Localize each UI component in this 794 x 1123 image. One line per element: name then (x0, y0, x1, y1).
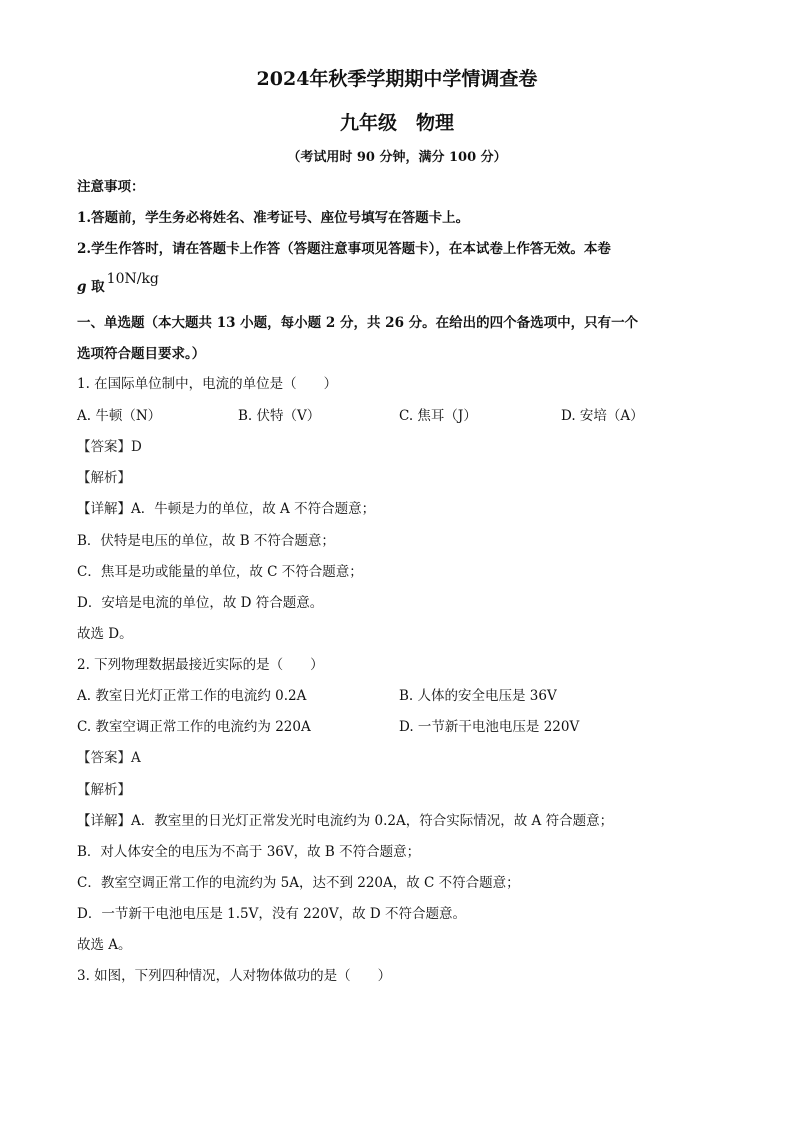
q2-answer: 【答案】A (77, 750, 141, 766)
q2-detail-a: 【详解】A．教室里的日光灯正常发光时电流约为 0.2A，符合实际情况，故 A 符合题意； (77, 813, 614, 829)
q1-conclusion: 故选 D。 (77, 626, 133, 642)
q2-detail-b: B．对人体安全的电压为不高于 36V，故 B 不符合题意； (77, 844, 421, 860)
notice-g-line (77, 271, 159, 296)
q1-option-b: B. 伏特（V） (238, 408, 321, 424)
q2-option-a: A. 教室日光灯正常工作的电流约 0.2A (77, 688, 307, 704)
page-subtitle: 九年级 物理 (339, 112, 454, 134)
notice-item-2: 2.学生作答时，请在答题卡上作答（答题注意事项见答题卡），在本试卷上作答无效。本卷 (77, 241, 611, 257)
g-symbol: g (77, 279, 87, 295)
notice-item-1: 1.答题前，学生务必将姓名、准考证号、座位号填写在答题卡上。 (77, 210, 470, 226)
g-take-text: 取 (86, 279, 105, 295)
q1-answer: 【答案】D (77, 439, 142, 455)
q1-detail-d: D．安培是电流的单位，故 D 符合题意。 (77, 595, 324, 611)
q2-option-c: C. 教室空调正常工作的电流约为 220A (77, 719, 311, 735)
exam-info: （考试用时 90 分钟，满分 100 分） (287, 150, 507, 165)
q2-analysis-tag: 【解析】 (77, 782, 131, 798)
q2-stem: 2. 下列物理数据最接近实际的是（ ） (77, 657, 324, 673)
section-heading-line1: 一、单选题（本大题共 13 小题，每小题 2 分，共 26 分。在给出的四个备选项中，只有一个 (77, 315, 639, 331)
g-value: 10N/kg (106, 271, 159, 287)
notice-heading: 注意事项： (77, 179, 145, 195)
q1-option-c: C. 焦耳（J） (399, 408, 477, 424)
q2-conclusion: 故选 A。 (77, 937, 132, 953)
q3-stem: 3. 如图，下列四种情况，人对物体做功的是（ ） (77, 968, 392, 984)
section-heading-line2: 选项符合题目要求。） (77, 346, 206, 362)
q2-detail-c: C．教室空调正常工作的电流约为 5A，达不到 220A，故 C 不符合题意； (77, 875, 520, 891)
q1-stem: 1. 在国际单位制中，电流的单位是（ ） (77, 376, 338, 392)
q1-detail-b: B．伏特是电压的单位，故 B 不符合题意； (77, 533, 335, 549)
q1-option-d: D. 安培（A） (561, 408, 644, 424)
q1-option-a: A. 牛顿（N） (77, 408, 162, 424)
q1-detail-a: 【详解】A．牛顿是力的单位，故 A 不符合题意； (77, 501, 376, 517)
page-title: 2024年秋季学期期中学情调查卷 (256, 68, 538, 90)
q1-detail-c: C．焦耳是功或能量的单位，故 C 不符合题意； (77, 564, 363, 580)
q1-analysis-tag: 【解析】 (77, 470, 131, 486)
q2-detail-d: D．一节新干电池电压是 1.5V，没有 220V，故 D 不符合题意。 (77, 906, 467, 922)
q2-option-b: B. 人体的安全电压是 36V (399, 688, 557, 704)
q2-option-d: D. 一节新干电池电压是 220V (399, 719, 580, 735)
